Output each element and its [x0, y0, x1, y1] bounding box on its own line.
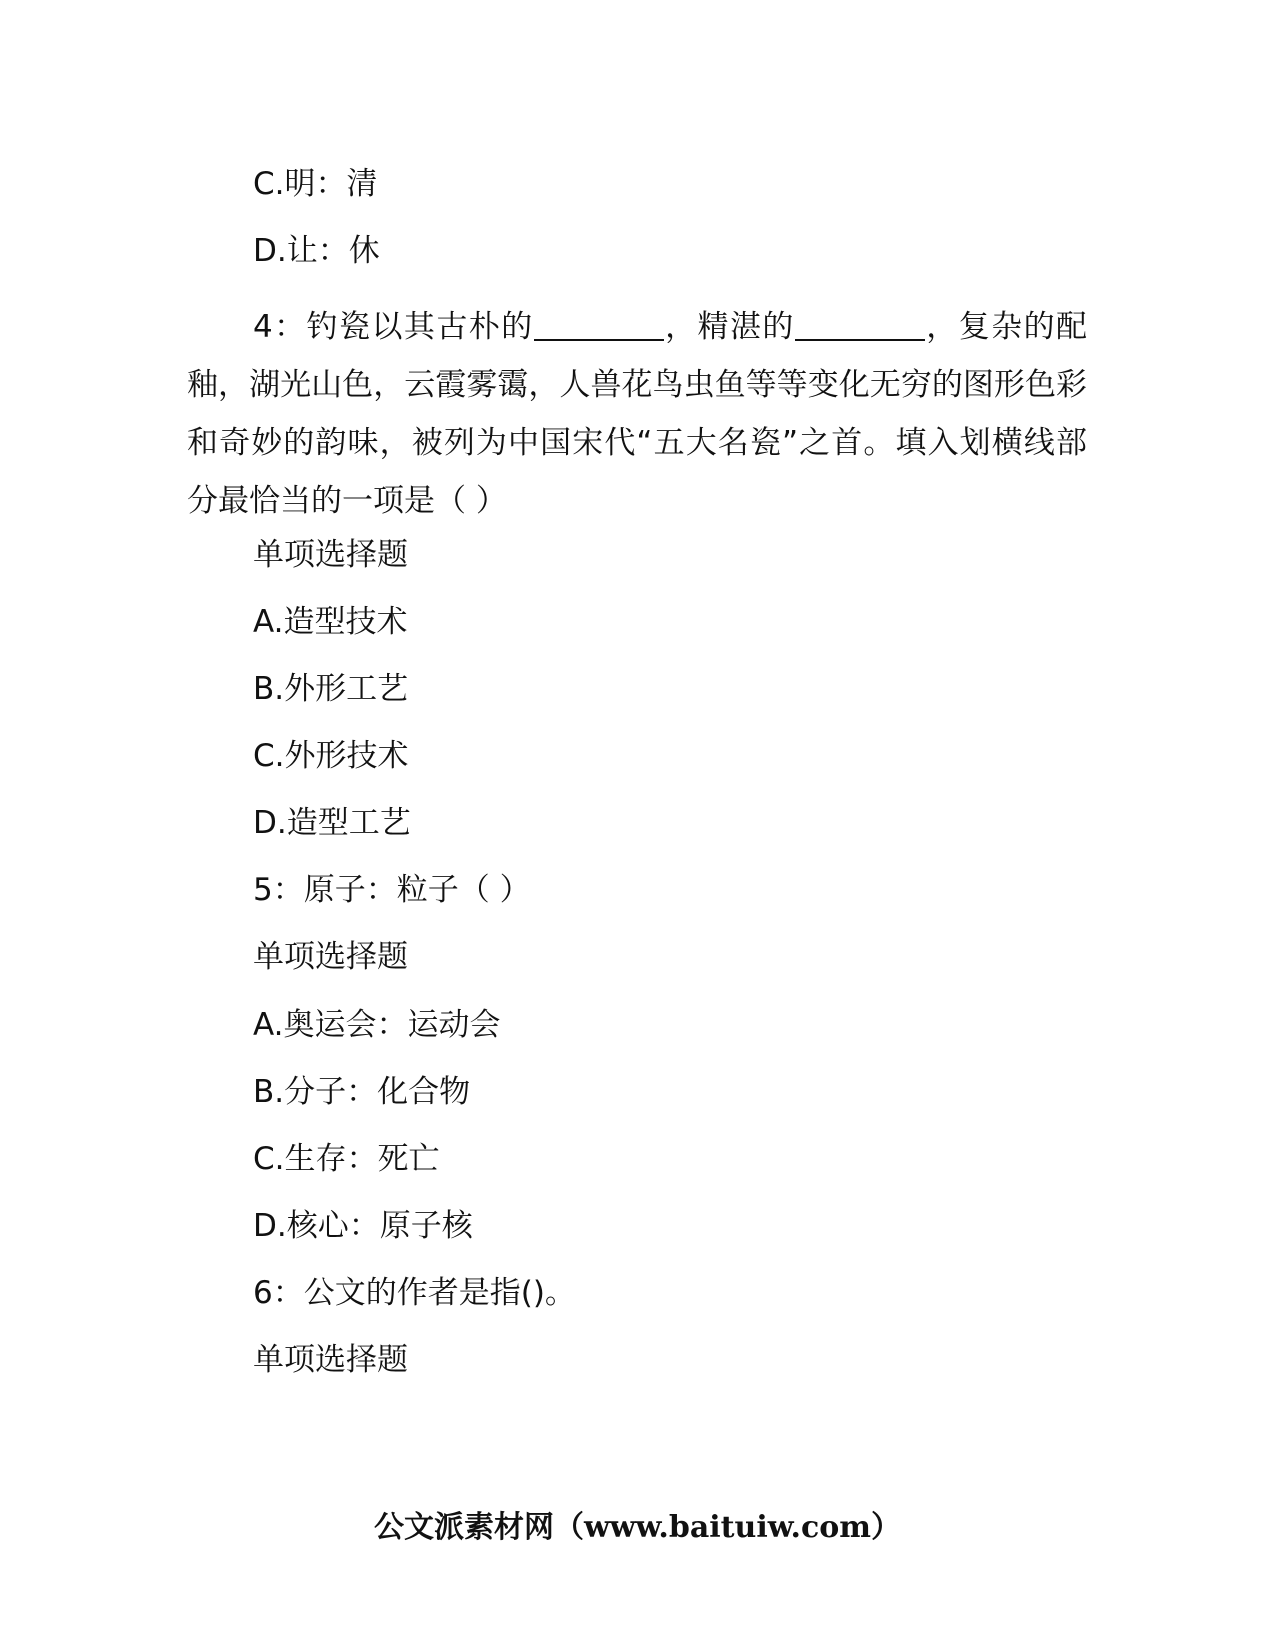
q4-blank-2 [795, 307, 925, 341]
q5-option-d: D.核心：原子核 [253, 1208, 473, 1244]
q4-text-part1: 4：钓瓷以其古朴的 [253, 309, 534, 345]
q4-type: 单项选择题 [253, 537, 408, 573]
q3-option-d: D.让：休 [253, 233, 380, 269]
q4-option-d: D.造型工艺 [253, 805, 411, 841]
q5-question: 5：原子：粒子（ ） [253, 872, 531, 908]
q4-blank-1 [534, 307, 664, 341]
q4-text-part3: ，复杂的配釉，湖光山色，云霞雾霭，人兽花鸟虫鱼等等变化无穷的图形色彩和奇妙的韵味，被列为中国宋代“五大名瓷”之首。填入划横线部分最恰当的一项是（ ） [187, 309, 1088, 519]
q5-option-c: C.生存：死亡 [253, 1141, 440, 1177]
q4-option-b: B.外形工艺 [253, 671, 409, 707]
q4-question [187, 298, 1087, 530]
q5-type: 单项选择题 [253, 939, 408, 975]
q6-type: 单项选择题 [253, 1342, 408, 1378]
q3-option-c: C.明：清 [253, 166, 378, 202]
q4-option-a: A.造型技术 [253, 604, 408, 640]
q4-option-c: C.外形技术 [253, 738, 409, 774]
q5-option-b: B.分子：化合物 [253, 1074, 471, 1110]
footer-source: 公文派素材网（www.baituiw.com） [373, 1510, 902, 1545]
q6-question: 6：公文的作者是指()。 [253, 1275, 576, 1311]
q5-option-a: A.奥运会：运动会 [253, 1007, 501, 1043]
q4-text-part2: ，精湛的 [663, 309, 795, 345]
